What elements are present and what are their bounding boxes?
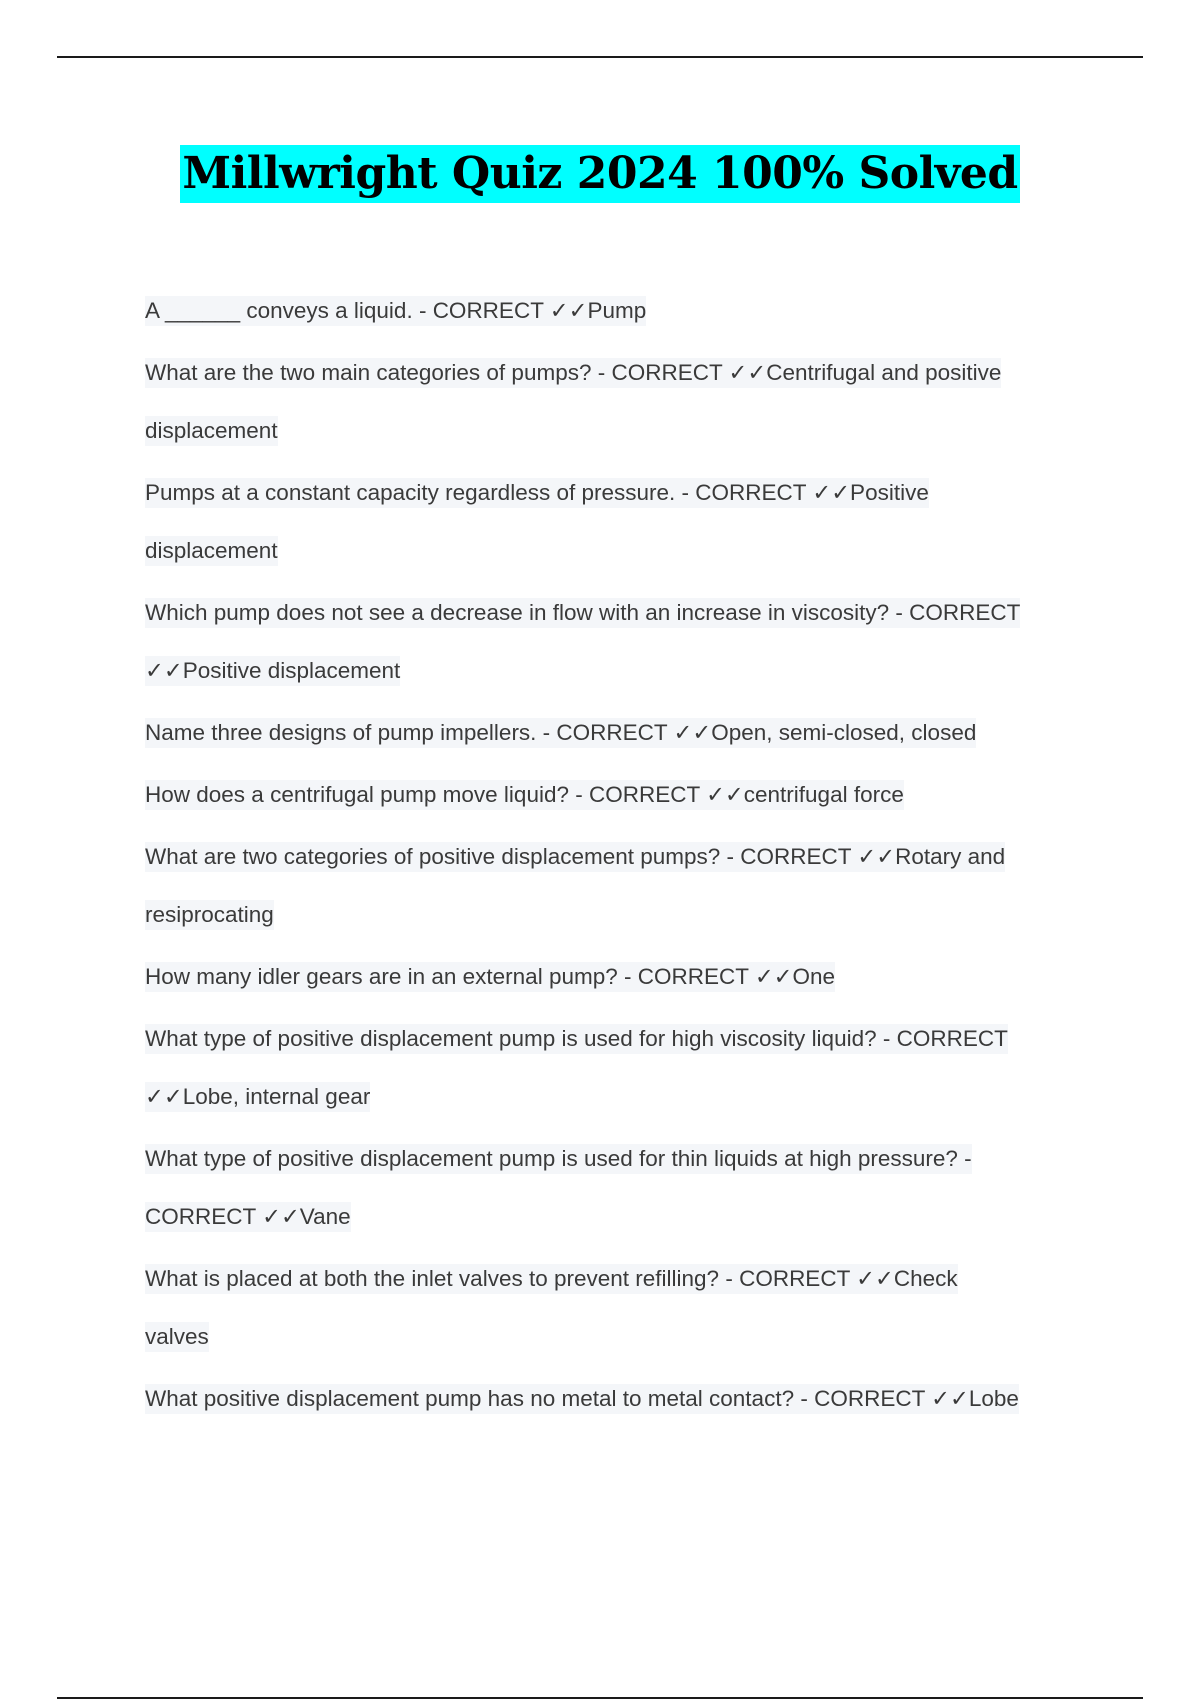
qa-line xyxy=(145,344,1095,402)
qa-line xyxy=(145,1188,1095,1246)
qa-line xyxy=(145,402,1095,460)
qa-item xyxy=(145,1370,1095,1428)
qa-line xyxy=(145,1130,1095,1188)
qa-line xyxy=(145,948,1095,1006)
qa-text: Which pump does not see a decrease in flow with an increase in viscosity? - CORRECT xyxy=(145,598,1020,628)
qa-text: ✓✓Positive displacement xyxy=(145,656,400,686)
qa-line xyxy=(145,282,1095,340)
qa-line xyxy=(145,704,1095,762)
qa-line xyxy=(145,1010,1095,1068)
qa-line xyxy=(145,828,1095,886)
qa-line xyxy=(145,464,1095,522)
qa-item xyxy=(145,584,1095,700)
qa-text: What type of positive displacement pump is used for thin liquids at high pressure? - xyxy=(145,1144,972,1174)
qa-text: Pumps at a constant capacity regardless of pressure. - CORRECT ✓✓Positive xyxy=(145,478,929,508)
qa-text: What is placed at both the inlet valves to prevent refilling? - CORRECT ✓✓Check xyxy=(145,1264,958,1294)
qa-line xyxy=(145,1308,1095,1366)
qa-line xyxy=(145,1370,1095,1428)
footer-rule xyxy=(57,1697,1143,1699)
qa-text: What are two categories of positive displacement pumps? - CORRECT ✓✓Rotary and xyxy=(145,842,1005,872)
qa-line xyxy=(145,766,1095,824)
qa-line xyxy=(145,584,1095,642)
qa-item xyxy=(145,766,1095,824)
qa-text: ✓✓Lobe, internal gear xyxy=(145,1082,370,1112)
qa-text: Name three designs of pump impellers. - CORRECT ✓✓Open, semi-closed, closed xyxy=(145,718,976,748)
qa-text: A ______ conveys a liquid. - CORRECT ✓✓Pump xyxy=(145,296,646,326)
qa-item xyxy=(145,1010,1095,1126)
qa-text: What type of positive displacement pump is used for high viscosity liquid? - CORRECT xyxy=(145,1024,1008,1054)
qa-item xyxy=(145,948,1095,1006)
qa-item xyxy=(145,704,1095,762)
qa-text: How many idler gears are in an external pump? - CORRECT ✓✓One xyxy=(145,962,835,992)
qa-item xyxy=(145,282,1095,340)
qa-text: How does a centrifugal pump move liquid? - CORRECT ✓✓centrifugal force xyxy=(145,780,904,810)
qa-text: resiprocating xyxy=(145,900,274,930)
qa-line xyxy=(145,1068,1095,1126)
qa-item xyxy=(145,464,1095,580)
header-rule xyxy=(57,56,1143,58)
qa-list xyxy=(145,282,1095,1432)
qa-text: CORRECT ✓✓Vane xyxy=(145,1202,351,1232)
document-title: Millwright Quiz 2024 100% Solved xyxy=(180,145,1019,203)
qa-item xyxy=(145,344,1095,460)
qa-text: What positive displacement pump has no metal to metal contact? - CORRECT ✓✓Lobe xyxy=(145,1384,1019,1414)
qa-item xyxy=(145,1130,1095,1246)
qa-text: valves xyxy=(145,1322,209,1352)
qa-item xyxy=(145,1250,1095,1366)
qa-text: displacement xyxy=(145,416,278,446)
qa-text: displacement xyxy=(145,536,278,566)
qa-line xyxy=(145,886,1095,944)
qa-line xyxy=(145,1250,1095,1308)
qa-line xyxy=(145,522,1095,580)
qa-text: What are the two main categories of pumps? - CORRECT ✓✓Centrifugal and positive xyxy=(145,358,1001,388)
qa-line xyxy=(145,642,1095,700)
qa-item xyxy=(145,828,1095,944)
title-block xyxy=(0,145,1200,203)
